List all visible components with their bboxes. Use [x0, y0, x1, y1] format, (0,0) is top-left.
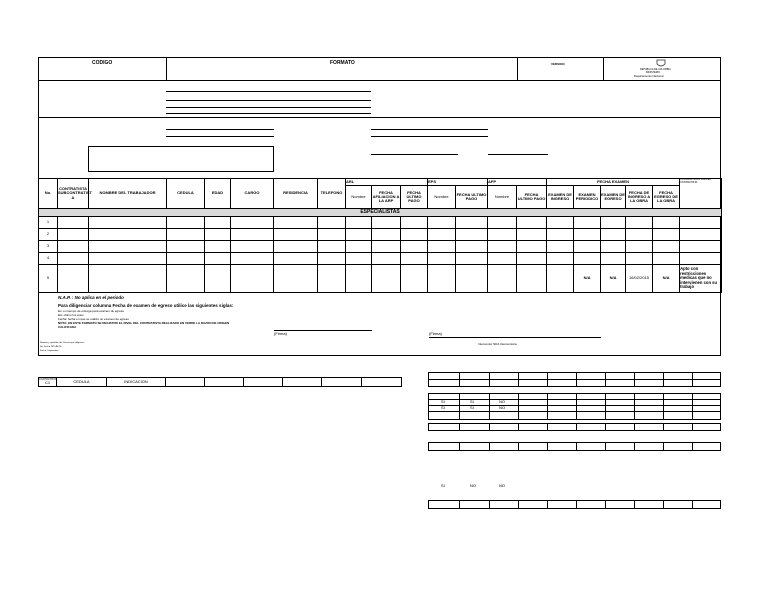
section-especialistas: ESPECIALISTAS: [39, 209, 722, 217]
info-line-10: [488, 154, 548, 155]
info-line-1: [166, 91, 371, 92]
group-afp: AFP: [488, 179, 547, 186]
signature-line-1: [274, 330, 372, 331]
note-ea: EA: ultimo los anos: [58, 313, 84, 317]
col-eps-nombre: Nombre: [428, 186, 456, 209]
bottom-right-lines: [428, 372, 721, 512]
note-nap: N.A.P. : No aplica en el periodo: [58, 295, 124, 300]
row-number: 4: [39, 253, 58, 265]
logo-line-1: REPUBLICA DE COLOMBIA: [640, 68, 671, 71]
br-si-3: SI: [441, 405, 445, 410]
table-row: [39, 217, 722, 229]
br-bottom-no-1: NO: [470, 483, 476, 488]
signature-label-2: (Firma): [429, 331, 442, 336]
br-si-1: SI: [441, 399, 445, 404]
bottom-left-table: [38, 377, 402, 387]
col-eps-ultimo-pago: FECHA ULTIMO PAGO: [456, 186, 488, 209]
interventor-label: Interventor SDA Interventoria: [478, 342, 517, 346]
logo: [630, 59, 694, 79]
col-afp-nombre: Nombre: [488, 186, 517, 209]
note-nota: NOTA: EN ESTE FORMATO SE REGISTRO EL NIVEL DEL CONTRATISTA REALIZADO EN VERDE LA RAZON DE ORIGEN: [58, 321, 230, 325]
table-row: [39, 253, 722, 265]
logo-line-3: Departamento Nacional: [634, 74, 664, 78]
br-no-2: NO: [499, 405, 505, 410]
col-nombre: NOMBRE DEL TRABAJADOR: [89, 179, 167, 209]
version-label: VERSION: [551, 62, 565, 66]
info-line-4: [166, 113, 371, 114]
br-no-1: NO: [499, 399, 505, 404]
cell-fecha-ingreso: 16/02/2015: [626, 265, 653, 293]
col-examen-ingreso: EXAMEN DE INGRESO: [547, 186, 574, 209]
note-instructions: Para diligenciar columna Fecha de examen de egreso utilice las siguientes siglas:: [58, 303, 234, 308]
info-line-5: [166, 129, 274, 130]
col-arl-afiliacion: FECHA AFILIACION A LA ARP: [372, 186, 401, 209]
col-residencia: RESIDENCIA: [274, 179, 318, 209]
row-number: 5: [39, 265, 58, 293]
codigo-label: CODIGO: [92, 60, 113, 66]
cell-observacion: Apto con restricciones medicas que no intervienen con su trabajo: [680, 265, 722, 293]
note-calificada: CALIFICADA: [58, 325, 77, 329]
header-divider-2: [517, 57, 518, 80]
br-si-4: SI: [470, 405, 474, 410]
row-number: 3: [39, 241, 58, 253]
group-eps: EPS: [428, 179, 488, 186]
bl-indicacion: INDICACION: [107, 378, 166, 387]
note-fecha: Fecha: fecha en que se realizo un examen de egreso: [58, 317, 129, 321]
col-fecha-egreso-obra: FECHA EGRESO DE LA OBRA: [653, 186, 680, 209]
col-examen-periodico: EXAMEN PERIODICO: [574, 186, 601, 209]
coat-of-arms-icon: [656, 59, 666, 68]
table-row: [39, 241, 722, 253]
col-no: No.: [39, 179, 58, 209]
col-examen-egreso: EXAMEN DE EGRESO: [601, 186, 626, 209]
col-contratista: CONTRATISTA SUBCONTRATIST A: [58, 179, 89, 209]
col-note-top: COLUMNA SOLO PARA EL CONTRATISTA: [680, 179, 722, 209]
info-line-8: [371, 136, 488, 137]
row-number: 2: [39, 229, 58, 241]
block-divider-1: [38, 117, 721, 118]
small-note-2: No. Fecha 2015 AFTE: [40, 346, 62, 348]
col-telefono: TELEFONO: [318, 179, 346, 209]
signature-label-1: (Firma): [274, 331, 287, 336]
header-divider-1: [166, 57, 167, 80]
table-row: [39, 229, 722, 241]
br-bottom-no-2: NO: [499, 483, 505, 488]
cell-examen-periodico: N/A: [574, 265, 601, 293]
group-arl: ARL: [346, 179, 428, 186]
info-line-7: [371, 129, 488, 130]
header-divider-3: [603, 57, 604, 80]
col-arl-nombre: Nombre: [346, 186, 372, 209]
bl-cedula: CEDULA: [57, 378, 107, 387]
col-edad: EDAD: [205, 179, 231, 209]
group-fecha-examen: FECHA EXAMEN: [547, 179, 680, 186]
bottom-right-grid: [428, 372, 721, 512]
bl-contratista: CONTRATISTA C1: [39, 377, 57, 386]
small-note-1: Nombre y apellidos del Usuario que diligencia: [40, 342, 85, 344]
br-si-2: SI: [470, 399, 474, 404]
info-line-2: [166, 100, 371, 101]
info-line-9: [371, 154, 458, 155]
table-row: [39, 265, 722, 293]
col-cargo: CARGO: [231, 179, 274, 209]
br-bottom-si: SI: [441, 483, 445, 488]
note-ec: Ec: en tiempo de entrega para examen de egreso: [58, 309, 125, 313]
cell-fecha-egreso: N/A: [653, 265, 680, 293]
col-fecha-ingreso-obra: FECHA DE INGRESO A LA OBRA: [626, 186, 653, 209]
cell-examen-egreso: N/A: [601, 265, 626, 293]
info-line-6: [166, 136, 274, 137]
header-bottom-line: [38, 80, 721, 81]
small-note-3: Fecha: Septiembre: [40, 350, 59, 352]
col-cedula: CEDULA: [167, 179, 205, 209]
formato-label: FORMATO: [330, 60, 355, 66]
workers-table: [38, 178, 722, 293]
info-box: [88, 146, 274, 172]
logo-line-2: MINISTERIO: [646, 71, 660, 74]
info-line-3: [166, 107, 371, 108]
signature-line-2: [429, 337, 601, 338]
col-afp-ultimo-pago: FECHA ULTIMO PAGO: [517, 186, 547, 209]
row-number: 1: [39, 217, 58, 229]
col-arl-ultimo-pago: FECHA ULTIMO PAGO: [401, 186, 428, 209]
